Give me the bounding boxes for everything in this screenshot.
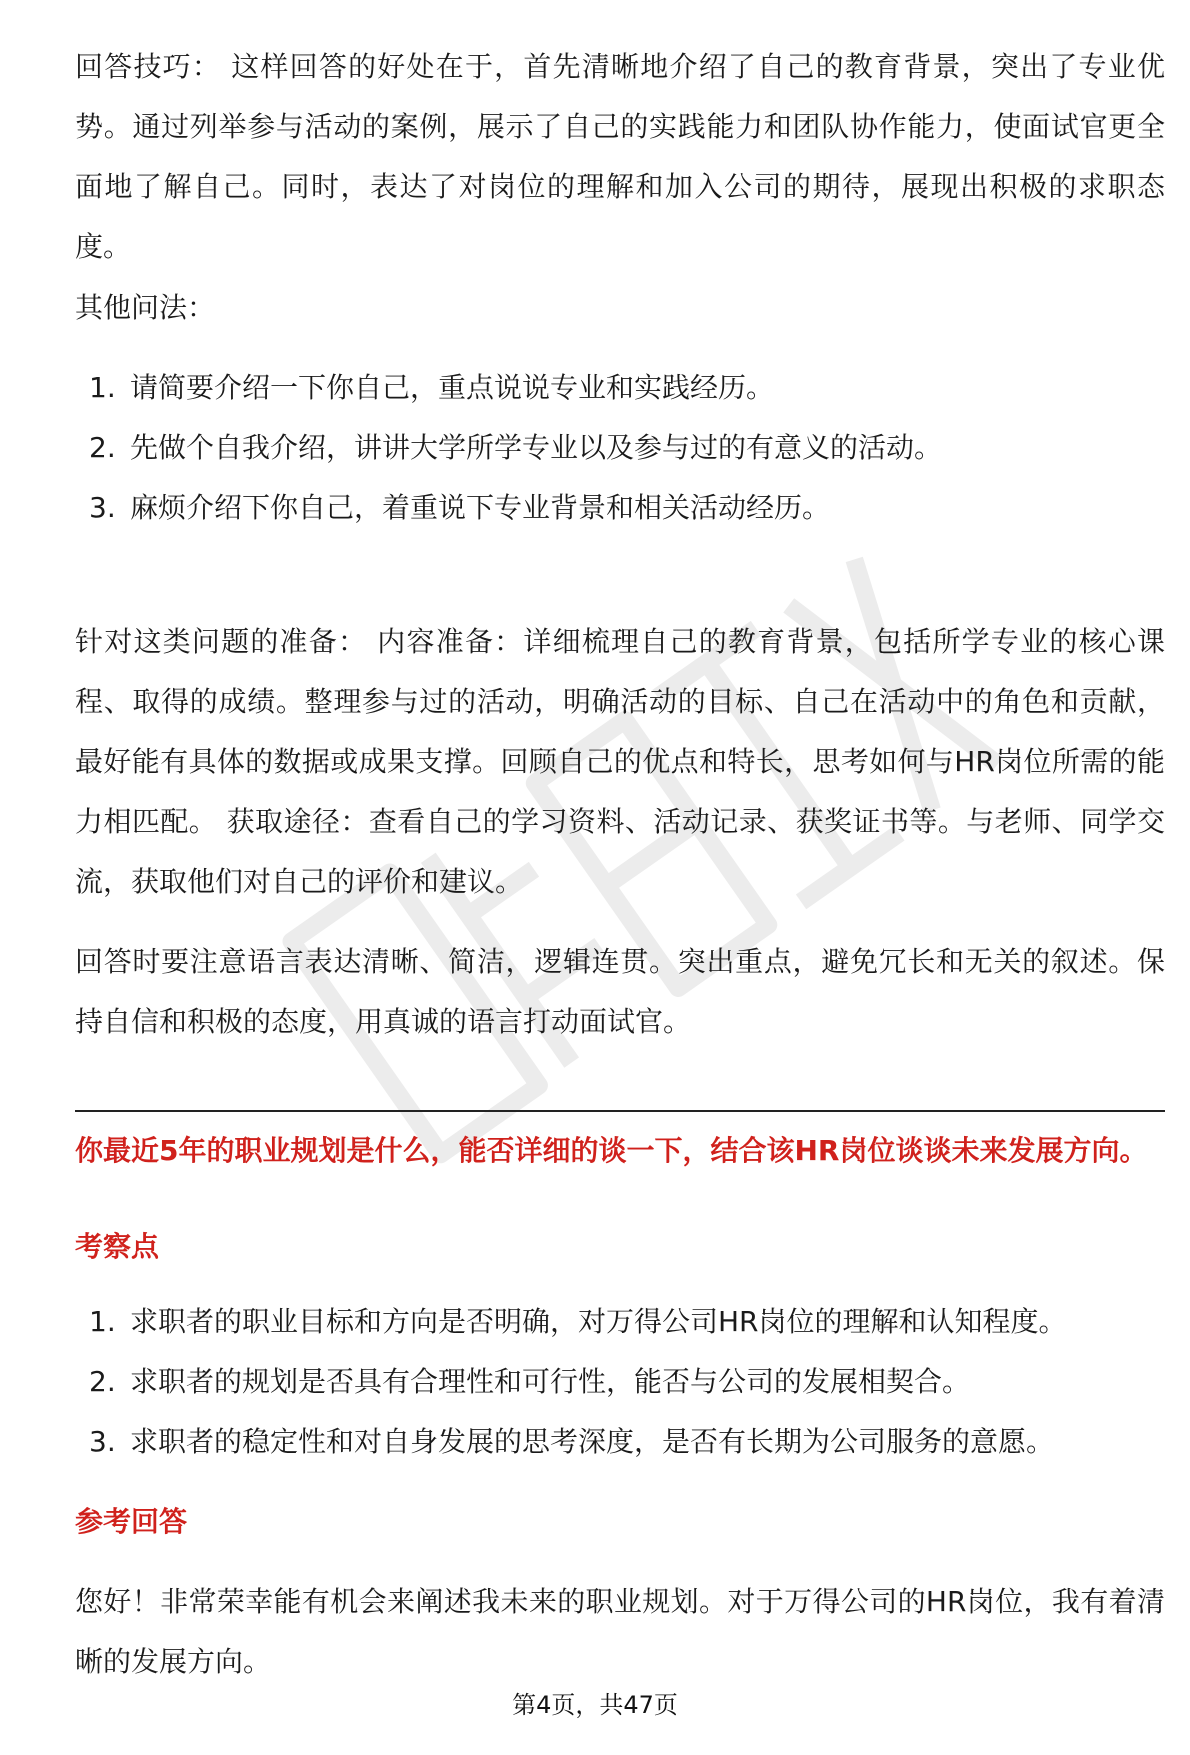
answer-tip-paragraph: 回答技巧： 这样回答的好处在于，首先清晰地介绍了自己的教育背景，突出了专业优势。通过列举参与活动的案例，展示了自己的实践能力和团队协作能力，使面试官更全面地了解自己。同时，表达了对岗位的理解和加入公司的期待，展现出积极的求职态度。 — [75, 50, 1165, 263]
answer-note-paragraph: 回答时要注意语言表达清晰、简洁，逻辑连贯。突出重点，避免冗长和无关的叙述。保持自信和积极的态度，用真诚的语言打动面试官。 — [75, 945, 1165, 1038]
page-number-footer: 第4页，共47页 — [512, 1691, 678, 1719]
list-item-number: 3. — [89, 1425, 116, 1458]
list-item — [75, 418, 1165, 478]
list-item — [75, 358, 1165, 418]
focus-points-heading: 考察点 — [75, 1230, 160, 1263]
list-item-text: 请简要介绍一下你自己，重点说说专业和实践经历。 — [130, 371, 775, 404]
list-item-text: 先做个自我介绍，讲讲大学所学专业以及参与过的有意义的活动。 — [130, 431, 943, 464]
list-item-text: 求职者的稳定性和对自身发展的思考深度，是否有长期为公司服务的意愿。 — [130, 1425, 1055, 1458]
focus-points-list — [75, 1292, 1165, 1472]
section-divider — [75, 1110, 1165, 1112]
list-item-number: 1. — [89, 1305, 116, 1338]
reference-answer-paragraph: 您好！非常荣幸能有机会来阐述我未来的职业规划。对于万得公司的HR岗位，我有着清晰的发展方向。 — [75, 1585, 1165, 1678]
question-title: 你最近5年的职业规划是什么，能否详细的谈一下，结合该HR岗位谈谈未来发展方向。 — [75, 1134, 1148, 1167]
list-item-text: 麻烦介绍下你自己，着重说下专业背景和相关活动经历。 — [130, 491, 831, 524]
list-item-text: 求职者的规划是否具有合理性和可行性，能否与公司的发展相契合。 — [130, 1365, 971, 1398]
preparation-paragraph: 针对这类问题的准备： 内容准备：详细梳理自己的教育背景，包括所学专业的核心课程、取得的成绩。整理参与过的活动，明确活动的目标、自己在活动中的角色和贡献，最好能有具体的数据或成果支撑。回顾自己的优点和特长，思考如何与HR岗位所需的能力相匹配。 获取途径：查看自己的学习资料、活动记录、获奖证书等。与老师、同学交流，获取他们对自己的评价和建议。 — [75, 625, 1165, 898]
list-item — [75, 1412, 1165, 1472]
list-item-number: 3. — [89, 491, 116, 524]
list-item-number: 2. — [89, 431, 116, 464]
list-item-number: 2. — [89, 1365, 116, 1398]
list-item-number: 1. — [89, 371, 116, 404]
list-item — [75, 1292, 1165, 1352]
list-item — [75, 1352, 1165, 1412]
other-questions-label: 其他问法： — [75, 291, 216, 324]
list-item — [75, 478, 1165, 538]
reference-answer-heading: 参考回答 — [75, 1505, 188, 1538]
list-item-text: 求职者的职业目标和方向是否明确，对万得公司HR岗位的理解和认知程度。 — [130, 1305, 1067, 1338]
other-questions-list — [75, 358, 1165, 538]
